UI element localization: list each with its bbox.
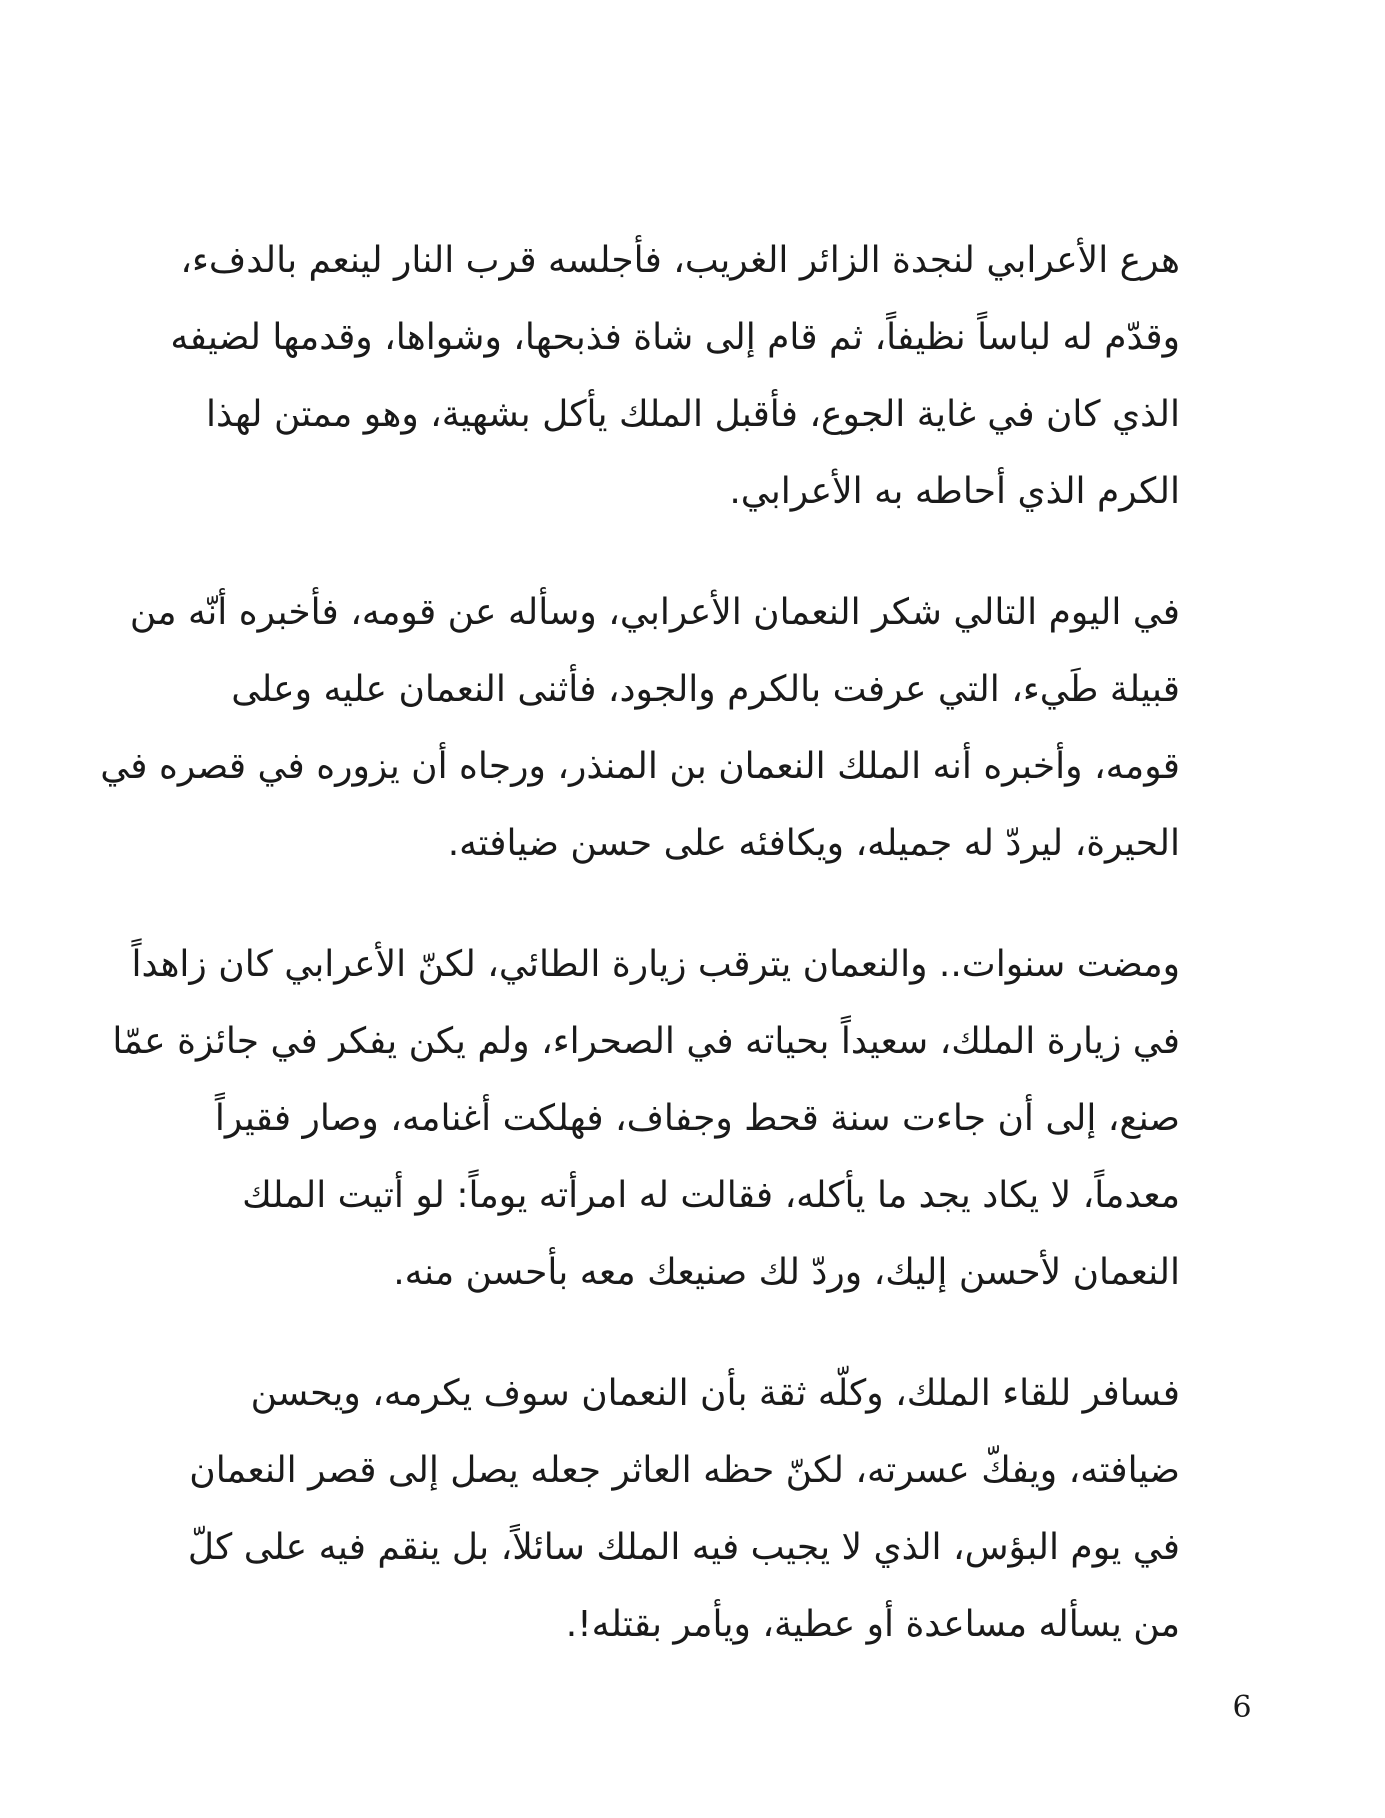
text-line: وقدّم له لباساً نظيفاً، ثم قام إلى شاة فذبحها، وشواها، وقدمها لضيفه bbox=[170, 317, 1180, 358]
text-line: في يوم البؤس، الذي لا يجيب فيه الملك سائلاً، بل ينقم فيه على كلّ bbox=[187, 1527, 1180, 1568]
text-line: فسافر للقاء الملك، وكلّه ثقة بأن النعمان سوف يكرمه، ويحسن bbox=[250, 1373, 1180, 1414]
text-line: في زيارة الملك، سعيداً بحياته في الصحراء، ولم يكن يفكر في جائزة عمّا bbox=[112, 1021, 1180, 1062]
page-body bbox=[100, 222, 1180, 1707]
paragraph-4 bbox=[187, 1355, 1180, 1663]
text-line: معدماً، لا يكاد يجد ما يأكله، فقالت له امرأته يوماً: لو أتيت الملك bbox=[242, 1175, 1180, 1216]
paragraph-2 bbox=[100, 574, 1180, 882]
text-line-last: من يسأله مساعدة أو عطية، ويأمر بقتله!. bbox=[565, 1604, 1180, 1645]
page-number: 6 bbox=[1232, 1690, 1252, 1725]
paragraph-3 bbox=[112, 926, 1180, 1311]
text-line: في اليوم التالي شكر النعمان الأعرابي، وسأله عن قومه، فأخبره أنّه من bbox=[129, 592, 1180, 633]
text-line: صنع، إلى أن جاءت سنة قحط وجفاف، فهلكت أغنامه، وصار فقيراً bbox=[214, 1098, 1180, 1139]
text-line: ومضت سنوات.. والنعمان يترقب زيارة الطائي، لكنّ الأعرابي كان زاهداً bbox=[131, 944, 1180, 985]
text-line: قبيلة طَيء، التي عرفت بالكرم والجود، فأثنى النعمان عليه وعلى bbox=[231, 669, 1180, 710]
text-line-last: النعمان لأحسن إليك، وردّ لك صنيعك معه بأحسن منه. bbox=[393, 1252, 1180, 1293]
text-line: الذي كان في غاية الجوع، فأقبل الملك يأكل بشهية، وهو ممتن لهذا bbox=[206, 394, 1180, 435]
paragraph-1 bbox=[170, 222, 1180, 530]
text-line: هرع الأعرابي لنجدة الزائر الغريب، فأجلسه قرب النار لينعم بالدفء، bbox=[180, 240, 1180, 281]
text-line-last: الكرم الذي أحاطه به الأعرابي. bbox=[729, 471, 1180, 512]
text-line: قومه، وأخبره أنه الملك النعمان بن المنذر، ورجاه أن يزوره في قصره في bbox=[100, 746, 1180, 787]
text-line: ضيافته، ويفكّ عسرته، لكنّ حظه العاثر جعله يصل إلى قصر النعمان bbox=[189, 1450, 1180, 1491]
text-line-last: الحيرة، ليردّ له جميله، ويكافئه على حسن ضيافته. bbox=[447, 823, 1180, 864]
